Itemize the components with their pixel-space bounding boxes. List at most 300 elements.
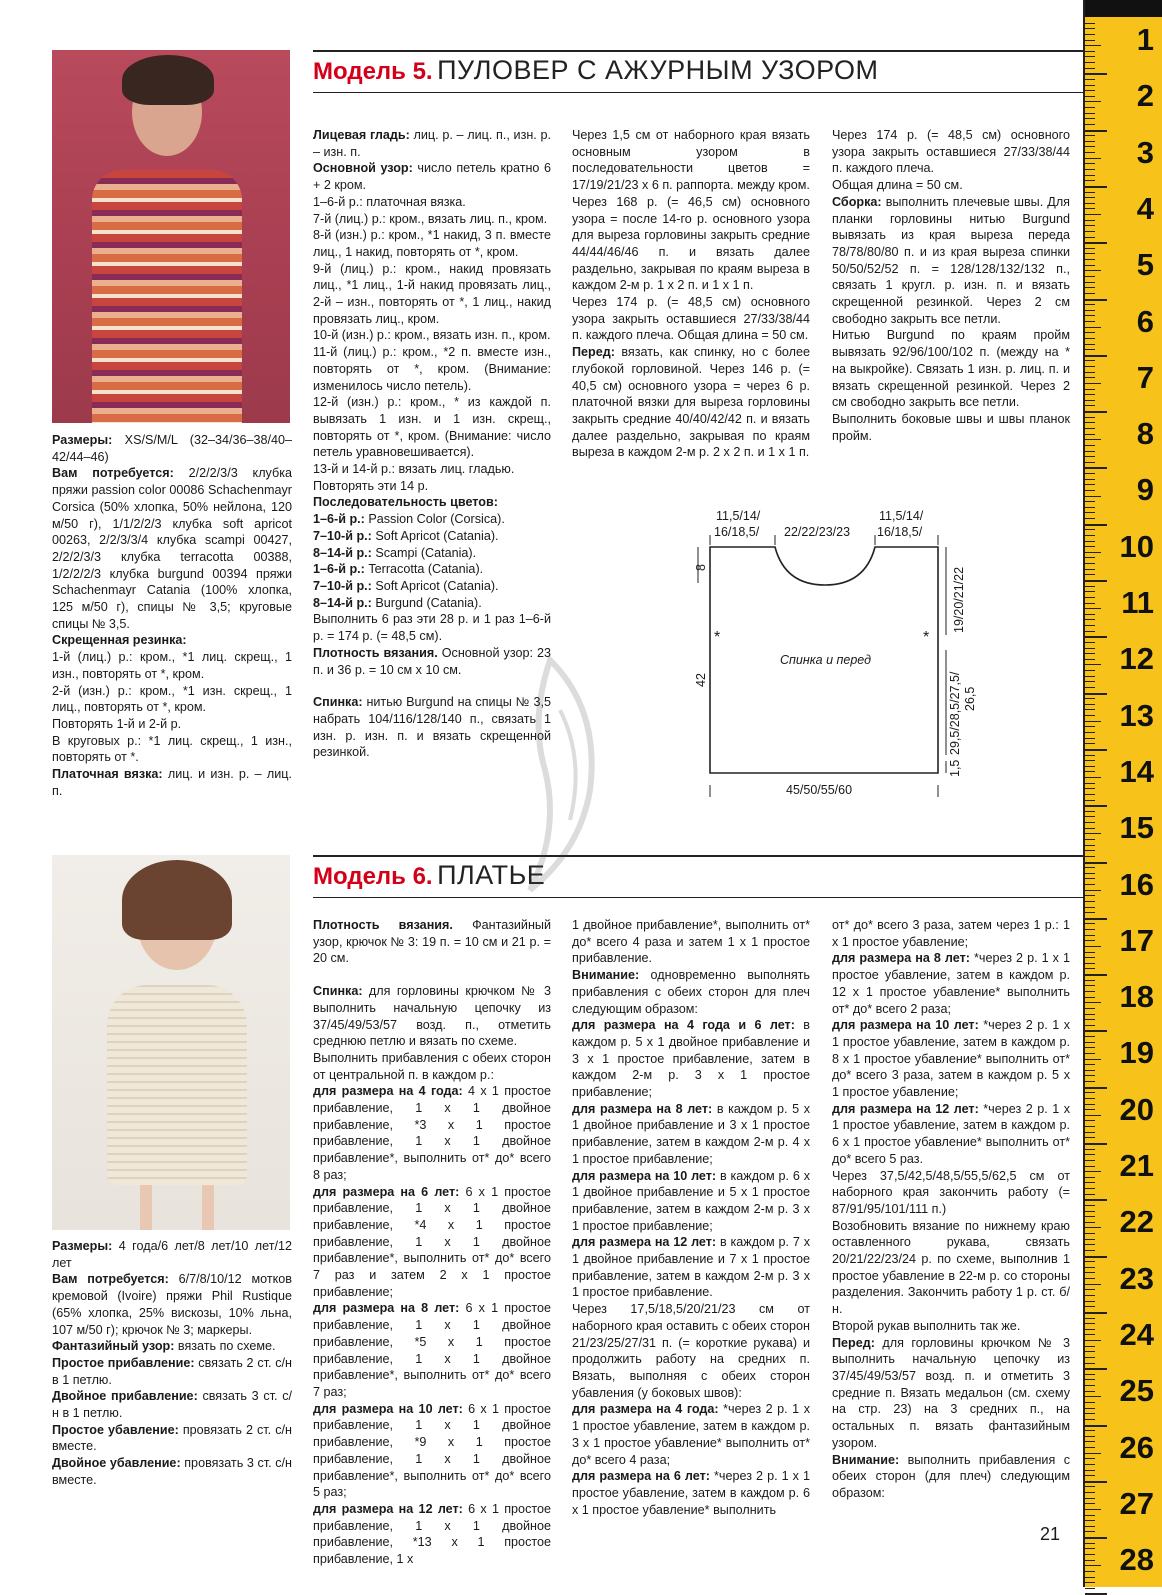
- ruler-minor-tick: [1085, 152, 1095, 153]
- bold-term: для размера на 6 лет:: [572, 1469, 710, 1484]
- paragraph: [832, 1452, 1070, 1502]
- paragraph-text: в каждом р. 7 x 1 двойное прибавление и 7 x 1 простое прибавление, затем в каждом 2-м р. 3 x 1 простое прибавление.: [572, 1235, 810, 1300]
- armhole-marker-right: *: [923, 629, 930, 646]
- schematic-shoulder-left: 11,5/14/: [716, 509, 761, 523]
- paragraph-text: *через 2 р. 1 x 1 простое убавление, затем в каждом р. 12 x 1 простое убавление* выполнить от* до* всего 2 раза;: [832, 951, 1070, 1016]
- ruler-minor-tick: [1085, 1441, 1095, 1442]
- ruler-minor-tick: [1085, 715, 1095, 716]
- paragraph: [313, 545, 551, 562]
- paragraph-text: связать 3 ст. с/н в 1 петлю.: [52, 1389, 292, 1421]
- ruler-minor-tick: [1085, 552, 1101, 553]
- ruler-minor-tick: [1085, 1070, 1095, 1071]
- ruler-number: 28: [1119, 1542, 1154, 1578]
- ruler-minor-tick: [1085, 681, 1095, 682]
- paragraph-text: Passion Color (Corsica).: [364, 512, 505, 527]
- ruler-minor-tick: [1085, 912, 1095, 913]
- ruler-tick: [1085, 186, 1107, 188]
- ruler-minor-tick: [1085, 366, 1095, 367]
- ruler-minor-tick: [1085, 107, 1095, 108]
- ruler-minor-tick: [1085, 451, 1095, 452]
- ruler-minor-tick: [1085, 180, 1095, 181]
- paragraph: [572, 294, 810, 344]
- paragraph: [52, 1455, 292, 1488]
- ruler-minor-tick: [1085, 1008, 1095, 1009]
- ruler-minor-tick: [1085, 1458, 1095, 1459]
- paragraph-text: 6 x 1 простое прибавление, 1 x 1 двойное прибавление, *5 x 1 простое прибавление, 1 x 1 двойное прибавление*, выполнить от* до* всего 7 раз;: [313, 1301, 551, 1399]
- ruler-minor-tick: [1085, 873, 1095, 874]
- ruler-minor-tick: [1085, 389, 1095, 390]
- ruler-minor-tick: [1085, 1098, 1095, 1099]
- ruler-minor-tick: [1085, 828, 1095, 829]
- paragraph: [572, 1468, 810, 1518]
- ruler-minor-tick: [1085, 51, 1095, 52]
- ruler-tick: [1085, 1481, 1107, 1483]
- bold-term: Простое убавление:: [52, 1422, 179, 1437]
- ruler-minor-tick: [1085, 845, 1095, 846]
- ruler-minor-tick: [1085, 687, 1095, 688]
- ruler-minor-tick: [1085, 101, 1101, 102]
- paragraph: [313, 344, 551, 394]
- paragraph-text: связать 2 ст. с/н в 1 петлю.: [52, 1355, 292, 1387]
- ruler-number: 5: [1136, 247, 1154, 283]
- schematic-side-length: 29,5/28,5/27,5/: [948, 671, 962, 755]
- paragraph: [572, 344, 810, 461]
- ruler-minor-tick: [1085, 1306, 1095, 1307]
- model6-back-column: [313, 917, 551, 1568]
- ruler-minor-tick: [1085, 1430, 1095, 1431]
- bold-term: для размера на 12 лет:: [572, 1235, 717, 1250]
- paragraph-text: Повторять эти 14 р.: [313, 478, 429, 493]
- paragraph: [832, 950, 1070, 1017]
- ruler-minor-tick: [1085, 377, 1095, 378]
- ruler-minor-tick: [1085, 1357, 1095, 1358]
- paragraph: [313, 511, 551, 528]
- ruler-minor-tick: [1085, 1120, 1095, 1121]
- bold-term: Лицевая гладь:: [313, 128, 410, 142]
- ruler-minor-tick: [1085, 518, 1095, 519]
- bold-term: для размера на 8 лет:: [572, 1101, 713, 1116]
- paragraph: [313, 967, 551, 983]
- page-number: 21: [1040, 1524, 1061, 1544]
- ruler-minor-tick: [1085, 1419, 1095, 1420]
- bold-term: для размера на 6 лет:: [313, 1184, 460, 1199]
- ruler-tick: [1085, 1030, 1107, 1032]
- ruler-tick: [1085, 355, 1107, 357]
- paragraph-text: 8-й (изн.) р.: кром., *1 накид, 3 п. вместе лиц., 1 накид, повторять от *, кром.: [313, 228, 551, 259]
- ruler-number: 16: [1119, 866, 1154, 902]
- ruler-minor-tick: [1085, 1374, 1095, 1375]
- ruler-minor-tick: [1085, 34, 1095, 35]
- ruler-minor-tick: [1085, 85, 1095, 86]
- bold-term: Двойное убавление:: [52, 1456, 181, 1471]
- paragraph-text: вязать по схеме.: [174, 1339, 276, 1354]
- ruler-minor-tick: [1085, 163, 1095, 164]
- ruler-minor-tick: [1085, 372, 1095, 373]
- ruler-minor-tick: [1085, 1498, 1095, 1499]
- ruler-number: 20: [1119, 1091, 1154, 1127]
- ruler-minor-tick: [1085, 997, 1095, 998]
- paragraph-text: 6/7/8/10/12 мотков кремовой (Ivoire) пряжи Phil Rustique (65% хлопка, 25% вискозы, 10% льна, 107 м/50 г); крючок № 3; маркеры.: [52, 1272, 292, 1337]
- ruler-minor-tick: [1085, 417, 1095, 418]
- ruler-tick: [1085, 524, 1107, 526]
- paragraph-text: 4 x 1 простое прибавление, 1 x 1 двойное прибавление, *3 x 1 простое прибавление, 1 x 1 двойное прибавление*, выполнить от* до* всего 8 раз;: [313, 1084, 551, 1182]
- ruler-minor-tick: [1085, 56, 1095, 57]
- paragraph: [313, 528, 551, 545]
- bold-term: Перед:: [572, 345, 615, 360]
- ruler-minor-tick: [1085, 507, 1095, 508]
- ruler-minor-tick: [1085, 541, 1095, 542]
- ruler-minor-tick: [1085, 1014, 1095, 1015]
- ruler-minor-tick: [1085, 1194, 1095, 1195]
- ruler-minor-tick: [1085, 253, 1095, 254]
- paragraph-text: Нитью Burgund по краям пройм вывязать 92/96/100/102 п. (между на * на выкройке). Связать 1 изн. р. лиц. п. и вязать скрещенной резинкой. Через 2 см свободно закрыть все петли.: [832, 328, 1070, 410]
- paragraph: [52, 716, 292, 733]
- ruler-tick: [1085, 862, 1107, 864]
- ruler-minor-tick: [1085, 856, 1095, 857]
- ruler-number: 7: [1136, 359, 1154, 395]
- paragraph: [572, 1017, 810, 1101]
- ruler-minor-tick: [1085, 327, 1101, 328]
- ruler-minor-tick: [1085, 405, 1095, 406]
- ruler-number: 2: [1136, 78, 1154, 114]
- paragraph-text: лиц. и изн. р. – лиц. п.: [52, 767, 292, 798]
- bold-term: для размера на 4 года и 6 лет:: [572, 1018, 795, 1033]
- paragraph-text: Burgund (Catania).: [371, 595, 482, 610]
- ruler-minor-tick: [1085, 248, 1095, 249]
- model6-shoulders-column: [572, 917, 810, 1518]
- ruler-minor-tick: [1085, 1216, 1095, 1217]
- bold-term: для размера на 8 лет:: [313, 1301, 460, 1316]
- ruler-number: 26: [1119, 1429, 1154, 1465]
- paragraph-text: 2-й (изн.) р.: кром., *1 изн. скрещ., 1 лиц., повторять от *, кром.: [52, 683, 292, 715]
- ruler-number: 25: [1119, 1373, 1154, 1409]
- ruler-minor-tick: [1085, 338, 1095, 339]
- ruler-tick: [1085, 805, 1107, 807]
- paragraph: [572, 1401, 810, 1468]
- ruler-minor-tick: [1085, 434, 1095, 435]
- paragraph-text: Второй рукав выполнить так же.: [832, 1318, 1021, 1333]
- ruler-minor-tick: [1085, 124, 1095, 125]
- schematic-center-label: Спинка и перед: [780, 653, 871, 667]
- ruler-number: 13: [1119, 697, 1154, 733]
- paragraph: [832, 177, 1070, 194]
- ruler-minor-tick: [1085, 1492, 1095, 1493]
- bold-term: для размера на 10 лет:: [832, 1018, 979, 1033]
- ruler-minor-tick: [1085, 1318, 1095, 1319]
- ruler-minor-tick: [1085, 231, 1095, 232]
- paragraph-text: Soft Apricot (Catania).: [371, 528, 499, 543]
- ruler-minor-tick: [1085, 721, 1101, 722]
- ruler-number: 6: [1136, 303, 1154, 339]
- ruler-minor-tick: [1085, 1267, 1095, 1268]
- ruler-minor-tick: [1085, 293, 1095, 294]
- paragraph: [313, 160, 551, 193]
- ruler-minor-tick: [1085, 484, 1095, 485]
- paragraph: [832, 1335, 1070, 1452]
- ruler-minor-tick: [1085, 1340, 1101, 1341]
- garment-outline: [710, 547, 938, 773]
- model6-label: Модель 6.: [313, 863, 433, 890]
- ruler-minor-tick: [1085, 586, 1095, 587]
- ruler-minor-tick: [1085, 45, 1101, 46]
- paragraph: [572, 127, 810, 194]
- ruler-minor-tick: [1085, 839, 1095, 840]
- schematic-side-length-2: 26,5: [963, 686, 977, 711]
- ruler-minor-tick: [1085, 203, 1095, 204]
- ruler-minor-tick: [1085, 62, 1095, 63]
- ruler-tick: [1085, 130, 1107, 132]
- ruler-minor-tick: [1085, 28, 1095, 29]
- ruler-minor-tick: [1085, 1132, 1095, 1133]
- ruler-minor-tick: [1085, 90, 1095, 91]
- ruler-minor-tick: [1085, 935, 1095, 936]
- tape-end: [1085, 0, 1162, 17]
- paragraph: [52, 649, 292, 682]
- ruler-minor-tick: [1085, 1554, 1095, 1555]
- ruler-minor-tick: [1085, 968, 1095, 969]
- ruler-minor-tick: [1085, 422, 1095, 423]
- ruler-number: 21: [1119, 1148, 1154, 1183]
- ruler-minor-tick: [1085, 315, 1095, 316]
- bold-term: Размеры:: [52, 433, 113, 447]
- ruler-minor-tick: [1085, 1520, 1095, 1521]
- bold-term: Сборка:: [832, 194, 882, 209]
- paragraph: [313, 494, 551, 511]
- ruler-tick: [1085, 242, 1107, 244]
- paragraph-text: выполнить плечевые швы. Для планки горловины нитью Burgund вывязать из края выреза переда 78/78/80/80 п. и из края выреза спинки 50/50/52/52 п. = 128/128/132/132 п., связать 1 кругл. р. изн. п. и вязать скрещенной резинкой. Через 2 см свободно закрыть все петли.: [832, 194, 1070, 326]
- ruler-minor-tick: [1085, 40, 1095, 41]
- paragraph: [832, 327, 1070, 411]
- model6-header: [313, 855, 1083, 898]
- schematic-shoulder-right-2: 16/18,5/: [877, 525, 923, 539]
- bold-term: для размера на 4 года:: [313, 1084, 463, 1099]
- ruler-minor-tick: [1085, 901, 1095, 902]
- ruler-minor-tick: [1085, 1261, 1095, 1262]
- ruler-tick: [1085, 1312, 1107, 1314]
- ruler-minor-tick: [1085, 1244, 1095, 1245]
- ruler-minor-tick: [1085, 743, 1095, 744]
- paragraph-text: 1–6-й р.: платочная вязка.: [313, 194, 466, 209]
- bold-term: Простое прибавление:: [52, 1355, 195, 1370]
- ruler-tick: [1085, 636, 1107, 638]
- ruler-minor-tick: [1085, 1284, 1101, 1285]
- bold-term: Спинка:: [313, 695, 363, 710]
- ruler-minor-tick: [1085, 1548, 1095, 1549]
- ruler-minor-tick: [1085, 1413, 1095, 1414]
- ruler-minor-tick: [1085, 940, 1095, 941]
- ruler-minor-tick: [1085, 1436, 1095, 1437]
- ruler-minor-tick: [1085, 614, 1095, 615]
- ruler-tick: [1085, 1537, 1107, 1539]
- child-hair: [122, 860, 232, 940]
- paragraph-text: Возобновить вязание по нижнему краю оставленного рукава, связать 20/21/22/23/24 р. по схеме, выполнив 1 простое убавление в 22-м р. со стороны разделения. Закончить работу 1 р. ст. б/н.: [832, 1218, 1070, 1317]
- ruler-minor-tick: [1085, 698, 1095, 699]
- ruler-number: 9: [1136, 472, 1154, 508]
- ruler-minor-tick: [1085, 1391, 1095, 1392]
- paragraph: [52, 1355, 292, 1388]
- ruler-minor-tick: [1085, 1363, 1095, 1364]
- ruler-minor-tick: [1085, 287, 1095, 288]
- ruler-minor-tick: [1085, 1081, 1095, 1082]
- ruler-minor-tick: [1085, 569, 1095, 570]
- ruler-minor-tick: [1085, 1582, 1095, 1583]
- ruler-tick: [1085, 749, 1107, 751]
- ruler-minor-tick: [1085, 850, 1095, 851]
- ruler-minor-tick: [1085, 771, 1095, 772]
- paragraph: [313, 478, 551, 495]
- ruler-minor-tick: [1085, 1211, 1095, 1212]
- ruler-minor-tick: [1085, 1402, 1095, 1403]
- ruler-minor-tick: [1085, 1588, 1095, 1589]
- ruler-minor-tick: [1085, 816, 1095, 817]
- paragraph: [52, 683, 292, 716]
- paragraph-text: 2/2/2/3/3 клубка пряжи passion color 00086 Schachenmayr Corsica (50% хлопка, 50% нейлона, 120 м/50 г), 1/1/2/2/3 клубка soft apricot 00263, 2/2/3/3/4 клубка scampi 00427, 2/2/2/3/3 клубка terracotta 00388, 1/2/2/2/3 клубка burgund 00394 пряжи Schachenmayr Catania (100% хлопка, 125 м/50 г), спицы № 3,5; круговые спицы № 3,5.: [52, 466, 292, 631]
- bold-term: Основной узор:: [313, 161, 413, 176]
- ruler-minor-tick: [1085, 929, 1095, 930]
- model5-header: [313, 50, 1083, 93]
- paragraph-text: 6 x 1 простое прибавление, 1 x 1 двойное прибавление, *9 x 1 простое прибавление, 1 x 1 двойное прибавление*, выполнить от* до* всего 5 раз;: [313, 1401, 551, 1500]
- ruler-minor-tick: [1085, 1334, 1095, 1335]
- ruler-minor-tick: [1085, 732, 1095, 733]
- paragraph: [313, 461, 551, 478]
- bold-term: Последовательность цветов:: [313, 495, 498, 510]
- paragraph-text: Выполнить боковые швы и швы планок пройм.: [832, 411, 1070, 443]
- ruler-minor-tick: [1085, 991, 1095, 992]
- paragraph: [52, 465, 292, 632]
- paragraph-text: Общая длина = 50 см.: [832, 178, 963, 193]
- bold-term: Плотность вязания.: [313, 645, 438, 660]
- ruler-minor-tick: [1085, 1002, 1101, 1003]
- ruler-number: 1: [1136, 22, 1154, 57]
- paragraph-text: 6 x 1 простое прибавление, 1 x 1 двойное прибавление, *4 x 1 простое прибавление, 1 x 1 двойное прибавление*, выполнить от* до* всего 7 раз и затем 2 x 1 простое прибавление;: [313, 1184, 551, 1299]
- ruler-minor-tick: [1085, 1171, 1101, 1172]
- paragraph: [832, 917, 1070, 950]
- ruler-minor-tick: [1085, 1453, 1101, 1454]
- ruler-minor-tick: [1085, 867, 1095, 868]
- ruler-minor-tick: [1085, 1571, 1095, 1572]
- paragraph-text: нитью Burgund на спицы № 3,5 набрать 104/116/128/140 п., связать 1 изн. р. изн. п. и вязать скрещенной резинкой.: [313, 695, 551, 760]
- ruler-minor-tick: [1085, 1577, 1095, 1578]
- paragraph-text: Через 174 р. (= 48,5 см) основного узора закрыть оставшиеся 27/33/38/44 п. каждого плеча. Общая длина = 50 см.: [572, 295, 810, 343]
- ruler-minor-tick: [1085, 664, 1101, 665]
- ruler-minor-tick: [1085, 1295, 1095, 1296]
- ruler-minor-tick: [1085, 952, 1095, 953]
- ruler-minor-tick: [1085, 535, 1095, 536]
- ruler-minor-tick: [1085, 1205, 1095, 1206]
- sweater: [92, 170, 242, 423]
- paragraph-text: 11-й (лиц.) р.: кром., *2 п. вместе изн., повторять от *, кром. (Внимание: изменилось число петель).: [313, 345, 551, 393]
- ruler-minor-tick: [1085, 1104, 1095, 1105]
- paragraph: [313, 1501, 551, 1568]
- ruler-minor-tick: [1085, 529, 1095, 530]
- ruler-number: 3: [1136, 134, 1154, 170]
- paragraph-text: Scampi (Catania).: [371, 545, 477, 560]
- paragraph-text: провязать 3 ст. с/н вместе.: [52, 1456, 292, 1487]
- ruler-minor-tick: [1085, 282, 1095, 283]
- ruler-minor-tick: [1085, 118, 1095, 119]
- bold-term: 8–14-й р.:: [313, 545, 372, 560]
- bold-term: Вам потребуется:: [52, 1272, 169, 1287]
- paragraph-text: Через 174 р. (= 48,5 см) основного узора закрыть оставшиеся 27/33/38/44 п. каждого плеча.: [832, 128, 1070, 176]
- model-hair: [122, 55, 214, 105]
- paragraph: [832, 1318, 1070, 1335]
- paragraph-text: 1 двойное прибавление*, выполнить от* до* всего 4 раза и затем 1 x 1 простое прибавление.: [572, 918, 810, 966]
- ruler-minor-tick: [1085, 439, 1101, 440]
- ruler-minor-tick: [1085, 1059, 1101, 1060]
- ruler-minor-tick: [1085, 141, 1095, 142]
- ruler-minor-tick: [1085, 1385, 1095, 1386]
- bold-term: Плотность вязания.: [313, 918, 453, 932]
- ruler-minor-tick: [1085, 344, 1095, 345]
- ruler-minor-tick: [1085, 23, 1095, 24]
- paragraph-text: число петель кратно 6 + 2 кром.: [313, 161, 551, 193]
- bold-term: Платочная вязка:: [52, 767, 163, 782]
- ruler-minor-tick: [1085, 619, 1095, 620]
- ruler-minor-tick: [1085, 1301, 1095, 1302]
- paragraph-text: В круговых р.: *1 лиц. скрещ., 1 изн., повторять от *.: [52, 733, 292, 765]
- paragraph-text: в каждом р. 5 x 1 двойное прибавление и 3 x 1 простое прибавление, затем в каждом 2-м р. 4 x 1 простое прибавление;: [572, 1101, 810, 1166]
- ruler-minor-tick: [1085, 1543, 1095, 1544]
- ruler-minor-tick: [1085, 332, 1095, 333]
- paragraph: [313, 983, 551, 1050]
- paragraph-text: Terracotta (Catania).: [364, 562, 484, 577]
- ruler-minor-tick: [1085, 726, 1095, 727]
- ruler-minor-tick: [1085, 1149, 1095, 1150]
- paragraph: [313, 578, 551, 595]
- paragraph-text: в каждом р. 6 x 1 двойное прибавление и 5 x 1 простое прибавление, затем в каждом 2-м р. 3 x 1 простое прибавление;: [572, 1168, 810, 1233]
- bold-term: для размера на 10 лет:: [313, 1401, 463, 1416]
- ruler-minor-tick: [1085, 963, 1095, 964]
- ruler-minor-tick: [1085, 304, 1095, 305]
- paragraph: [313, 1184, 551, 1301]
- paragraph: [572, 1101, 810, 1168]
- paragraph: [832, 1101, 1070, 1168]
- ruler-minor-tick: [1085, 237, 1095, 238]
- ruler-tick: [1085, 73, 1107, 75]
- ruler-minor-tick: [1085, 1509, 1101, 1510]
- ruler-minor-tick: [1085, 907, 1095, 908]
- bold-term: для размера на 4 года:: [572, 1402, 719, 1417]
- ruler-minor-tick: [1085, 1188, 1095, 1189]
- paragraph: [313, 595, 551, 612]
- paragraph-text: XS/S/M/L (32–34/36–38/40–42/44–46): [52, 433, 292, 464]
- ruler-minor-tick: [1085, 822, 1095, 823]
- ruler-minor-tick: [1085, 1346, 1095, 1347]
- ruler-minor-tick: [1085, 670, 1095, 671]
- paragraph-text: выполнить прибавления с обеих сторон (для плеч) следующим образом:: [832, 1452, 1070, 1500]
- ruler-number: 11: [1121, 585, 1154, 620]
- paragraph: [52, 1338, 292, 1355]
- paragraph: [313, 394, 551, 461]
- bold-term: 7–10-й р.:: [313, 528, 372, 543]
- ruler-minor-tick: [1085, 1503, 1095, 1504]
- ruler-minor-tick: [1085, 659, 1095, 660]
- ruler-minor-tick: [1085, 946, 1101, 947]
- paragraph: [313, 1300, 551, 1400]
- ruler-minor-tick: [1085, 1531, 1095, 1532]
- ruler-minor-tick: [1085, 270, 1101, 271]
- bold-term: для размера на 12 лет:: [313, 1501, 463, 1516]
- paragraph-text: Soft Apricot (Catania).: [371, 578, 499, 593]
- paragraph-text: Выполнить прибавления с обеих сторон от центральной п. в каждом р.:: [313, 1050, 551, 1082]
- ruler-minor-tick: [1085, 349, 1095, 350]
- model6-front-column: [832, 917, 1070, 1502]
- ruler-minor-tick: [1085, 574, 1095, 575]
- ruler-minor-tick: [1085, 890, 1101, 891]
- ruler-minor-tick: [1085, 1464, 1095, 1465]
- schematic-rib-height: 1,5: [948, 759, 962, 777]
- ruler-minor-tick: [1085, 276, 1095, 277]
